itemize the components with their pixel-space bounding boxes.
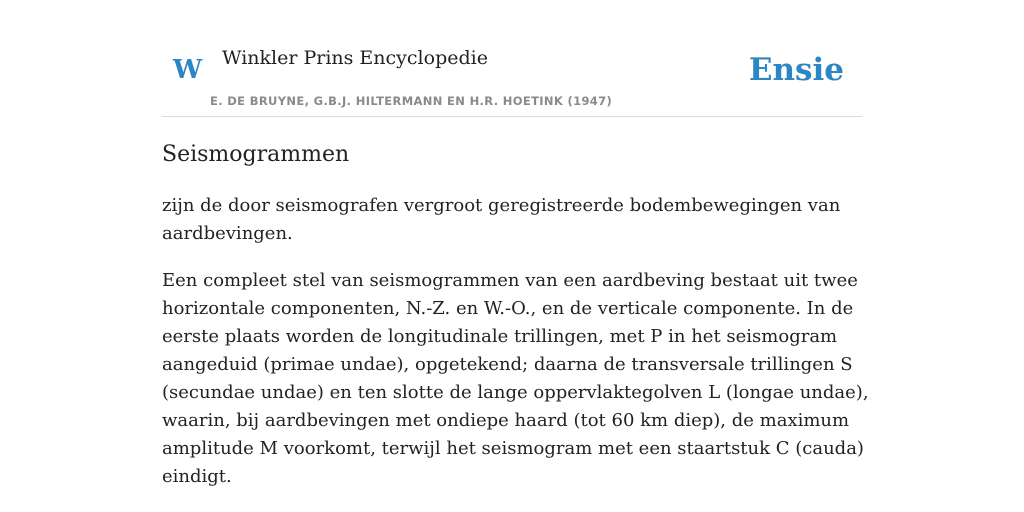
header — [162, 0, 862, 117]
paragraph-line: (secundae undae) en ten slotte de lange oppervlaktegolven L (longae undae), — [162, 382, 869, 403]
page — [162, 0, 869, 512]
entry-title: Seismogrammen — [162, 142, 350, 167]
book-title[interactable]: Winkler Prins Encyclopedie — [222, 47, 488, 69]
ensie-logo[interactable]: Ensie — [748, 52, 844, 88]
paragraph-definition — [162, 192, 862, 248]
paragraph-line: amplitude M voorkomt, terwijl het seismogram met een staartstuk C (cauda) — [162, 438, 864, 459]
paragraph-description — [162, 267, 869, 491]
paragraph-line: Een compleet stel van seismogrammen van een aardbeving bestaat uit twee — [162, 270, 858, 291]
winkler-prins-logo[interactable]: W — [173, 55, 203, 85]
paragraph-line: aangeduid (primae undae), opgetekend; daarna de transversale trillingen S — [162, 354, 853, 375]
paragraph-line: aardbevingen. — [162, 223, 293, 244]
paragraph-line: horizontale componenten, N.-Z. en W.-O., en de verticale componente. In de — [162, 298, 854, 319]
paragraph-line: eerste plaats worden de longitudinale trillingen, met P in het seismogram — [162, 326, 838, 347]
paragraph-line: waarin, bij aardbevingen met ondiepe haard (tot 60 km diep), de maximum — [162, 410, 850, 431]
paragraph-line: eindigt. — [162, 466, 232, 487]
book-authors: E. DE BRUYNE, G.B.J. HILTERMANN EN H.R. HOETINK (1947) — [210, 94, 613, 108]
paragraph-line: zijn de door seismografen vergroot geregistreerde bodembewegingen van — [162, 195, 841, 216]
